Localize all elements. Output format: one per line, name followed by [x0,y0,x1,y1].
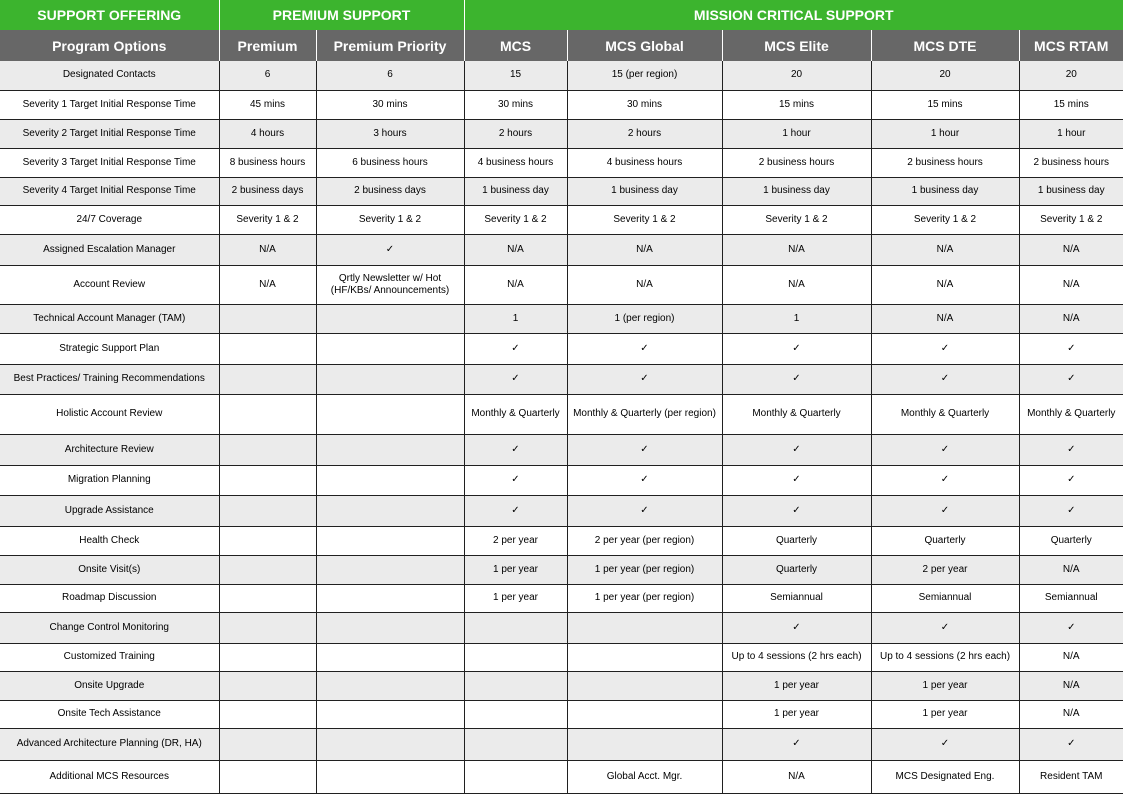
table-cell-mcs-global [567,728,722,760]
table-cell-mcs-global [567,700,722,728]
table-cell-mcs-rtam: 1 business day [1019,177,1123,205]
table-cell-mcs-rtam: ✓ [1019,333,1123,364]
table-cell-mcs-rtam: 20 [1019,61,1123,90]
table-cell-premium-priority [316,555,464,584]
column-header-mcs-global: MCS Global [567,30,722,61]
table-cell-mcs-rtam: Severity 1 & 2 [1019,205,1123,234]
row-label: Account Review [0,265,219,304]
table-cell-mcs-global: 15 (per region) [567,61,722,90]
table-cell-mcs-dte: Severity 1 & 2 [871,205,1019,234]
table-cell-premium [219,434,316,465]
table-cell-mcs: 2 per year [464,526,567,555]
column-header-mcs: MCS [464,30,567,61]
table-row [0,234,1123,265]
table-cell-mcs-global [567,612,722,643]
table-cell-mcs-global [567,671,722,700]
table-cell-mcs-dte: ✓ [871,434,1019,465]
table-row [0,728,1123,760]
table-cell-mcs-global: Global Acct. Mgr. [567,760,722,793]
table-cell-mcs-dte: ✓ [871,364,1019,394]
table-cell-mcs-rtam: Monthly & Quarterly [1019,394,1123,434]
table-cell-mcs-global: 1 business day [567,177,722,205]
table-cell-premium [219,555,316,584]
table-cell-premium-priority: 6 [316,61,464,90]
table-cell-mcs: 1 per year [464,555,567,584]
table-row [0,495,1123,526]
table-cell-mcs-global: 1 (per region) [567,304,722,333]
table-row [0,526,1123,555]
table-row [0,119,1123,148]
row-label: Strategic Support Plan [0,333,219,364]
table-cell-premium-priority: 2 business days [316,177,464,205]
table-cell-mcs-dte: 15 mins [871,90,1019,119]
table-row [0,205,1123,234]
table-cell-premium [219,728,316,760]
table-cell-mcs-elite: Quarterly [722,555,871,584]
table-cell-premium-priority [316,526,464,555]
table-cell-mcs-rtam: N/A [1019,304,1123,333]
table-cell-premium-priority [316,364,464,394]
table-cell-mcs-rtam: N/A [1019,671,1123,700]
row-label: Severity 3 Target Initial Response Time [0,148,219,177]
table-cell-premium [219,394,316,434]
group-header-mission-critical-support: MISSION CRITICAL SUPPORT [464,0,1123,30]
column-header-premium-priority: Premium Priority [316,30,464,61]
table-cell-premium-priority: 3 hours [316,119,464,148]
table-cell-premium-priority: 30 mins [316,90,464,119]
table-cell-premium [219,465,316,495]
column-header-program-options: Program Options [0,30,219,61]
table-cell-mcs-global: ✓ [567,364,722,394]
row-label: 24/7 Coverage [0,205,219,234]
group-header-support-offering: SUPPORT OFFERING [0,0,219,30]
table-cell-mcs: ✓ [464,434,567,465]
table-cell-premium [219,304,316,333]
table-cell-mcs-dte: ✓ [871,728,1019,760]
table-cell-mcs [464,760,567,793]
row-label: Onsite Upgrade [0,671,219,700]
table-cell-mcs-dte: N/A [871,234,1019,265]
table-cell-mcs-elite: ✓ [722,612,871,643]
row-label: Change Control Monitoring [0,612,219,643]
column-header-mcs-rtam: MCS RTAM [1019,30,1123,61]
table-cell-premium [219,760,316,793]
table-cell-mcs-rtam: ✓ [1019,728,1123,760]
table-cell-mcs-elite: N/A [722,265,871,304]
table-row [0,584,1123,612]
table-cell-premium [219,671,316,700]
table-cell-mcs-global: 30 mins [567,90,722,119]
table-cell-mcs-global: N/A [567,234,722,265]
table-cell-mcs-dte: Monthly & Quarterly [871,394,1019,434]
table-row [0,555,1123,584]
row-label: Technical Account Manager (TAM) [0,304,219,333]
row-label: Designated Contacts [0,61,219,90]
table-cell-mcs-dte: 1 per year [871,671,1019,700]
table-cell-premium: Severity 1 & 2 [219,205,316,234]
table-row [0,265,1123,304]
row-label: Onsite Tech Assistance [0,700,219,728]
table-cell-premium-priority [316,643,464,671]
row-label: Migration Planning [0,465,219,495]
row-label: Health Check [0,526,219,555]
table-cell-mcs-elite: ✓ [722,333,871,364]
table-cell-mcs-rtam: N/A [1019,265,1123,304]
row-label: Severity 1 Target Initial Response Time [0,90,219,119]
table-cell-mcs-rtam: N/A [1019,643,1123,671]
table-cell-mcs-global: 2 per year (per region) [567,526,722,555]
table-cell-mcs-rtam: ✓ [1019,612,1123,643]
table-cell-mcs-elite: ✓ [722,364,871,394]
row-label: Best Practices/ Training Recommendations [0,364,219,394]
table-row [0,333,1123,364]
table-cell-mcs-elite: 1 [722,304,871,333]
table-cell-mcs-dte: Semiannual [871,584,1019,612]
table-cell-mcs-dte: MCS Designated Eng. [871,760,1019,793]
table-cell-mcs-elite: ✓ [722,465,871,495]
table-cell-mcs-rtam: 1 hour [1019,119,1123,148]
table-cell-premium [219,612,316,643]
table-cell-mcs-dte: 1 per year [871,700,1019,728]
table-cell-premium: N/A [219,265,316,304]
table-cell-premium [219,584,316,612]
table-cell-mcs-elite: Monthly & Quarterly [722,394,871,434]
table-cell-mcs-rtam: 2 business hours [1019,148,1123,177]
table-cell-mcs-elite: ✓ [722,434,871,465]
table-cell-mcs-elite: 1 business day [722,177,871,205]
table-row [0,612,1123,643]
table-cell-mcs-elite: 2 business hours [722,148,871,177]
row-label: Additional MCS Resources [0,760,219,793]
table-cell-mcs-rtam: N/A [1019,555,1123,584]
table-cell-premium-priority [316,304,464,333]
table-row [0,304,1123,333]
table-cell-premium-priority [316,333,464,364]
table-cell-premium [219,333,316,364]
column-header-premium: Premium [219,30,316,61]
table-cell-mcs-rtam: Resident TAM [1019,760,1123,793]
table-cell-mcs-dte: ✓ [871,495,1019,526]
row-label: Severity 2 Target Initial Response Time [0,119,219,148]
table-cell-mcs: ✓ [464,333,567,364]
table-cell-mcs: N/A [464,265,567,304]
table-cell-mcs-global: ✓ [567,434,722,465]
table-cell-premium-priority [316,728,464,760]
table-cell-premium-priority [316,671,464,700]
table-cell-mcs: ✓ [464,465,567,495]
table-cell-mcs-global: 4 business hours [567,148,722,177]
table-cell-mcs: 15 [464,61,567,90]
table-cell-mcs-dte: N/A [871,265,1019,304]
table-cell-premium: 6 [219,61,316,90]
table-cell-mcs: 30 mins [464,90,567,119]
row-label: Advanced Architecture Planning (DR, HA) [0,728,219,760]
group-header-premium-support: PREMIUM SUPPORT [219,0,464,30]
table-cell-mcs-dte: 1 hour [871,119,1019,148]
table-cell-mcs-global: 2 hours [567,119,722,148]
table-cell-mcs: 2 hours [464,119,567,148]
table-cell-premium-priority [316,495,464,526]
table-cell-premium: 8 business hours [219,148,316,177]
table-cell-premium [219,495,316,526]
table-cell-mcs: 4 business hours [464,148,567,177]
table-row [0,61,1123,90]
table-cell-premium-priority [316,612,464,643]
table-cell-mcs-elite: 20 [722,61,871,90]
table-cell-mcs-global: 1 per year (per region) [567,584,722,612]
table-cell-mcs-elite: 1 per year [722,700,871,728]
table-cell-mcs-global: N/A [567,265,722,304]
table-cell-mcs-global: ✓ [567,333,722,364]
table-cell-mcs-rtam: ✓ [1019,465,1123,495]
table-row [0,434,1123,465]
table-cell-mcs-rtam: ✓ [1019,495,1123,526]
table-cell-mcs-global: Monthly & Quarterly (per region) [567,394,722,434]
table-cell-mcs-rtam: ✓ [1019,364,1123,394]
table-cell-mcs: Monthly & Quarterly [464,394,567,434]
table-cell-mcs-elite: Quarterly [722,526,871,555]
row-label: Roadmap Discussion [0,584,219,612]
group-header-row [0,0,1123,30]
table-cell-mcs: 1 per year [464,584,567,612]
table-row [0,177,1123,205]
table-cell-mcs-dte: 2 per year [871,555,1019,584]
table-cell-mcs-dte: 1 business day [871,177,1019,205]
row-label: Upgrade Assistance [0,495,219,526]
table-cell-mcs [464,700,567,728]
table-cell-premium [219,526,316,555]
table-cell-premium-priority [316,700,464,728]
table-cell-mcs-dte: Up to 4 sessions (2 hrs each) [871,643,1019,671]
table-cell-mcs-elite: Severity 1 & 2 [722,205,871,234]
table-cell-mcs-elite: ✓ [722,495,871,526]
table-cell-premium: 4 hours [219,119,316,148]
row-label: Onsite Visit(s) [0,555,219,584]
table-cell-mcs-rtam: N/A [1019,234,1123,265]
row-label: Architecture Review [0,434,219,465]
table-cell-mcs-dte: N/A [871,304,1019,333]
table-cell-mcs: 1 business day [464,177,567,205]
table-cell-mcs [464,643,567,671]
table-row [0,671,1123,700]
table-cell-mcs-global: ✓ [567,495,722,526]
table-cell-mcs-elite: N/A [722,760,871,793]
table-row [0,465,1123,495]
table-row [0,700,1123,728]
table-cell-mcs: ✓ [464,364,567,394]
table-cell-premium-priority [316,465,464,495]
table-row [0,643,1123,671]
table-cell-premium-priority [316,584,464,612]
table-row [0,760,1123,793]
table-row [0,148,1123,177]
table-cell-mcs-global: ✓ [567,465,722,495]
row-label: Customized Training [0,643,219,671]
table-cell-mcs-elite: Semiannual [722,584,871,612]
table-cell-mcs-dte: ✓ [871,465,1019,495]
table-cell-mcs: Severity 1 & 2 [464,205,567,234]
table-cell-premium: 2 business days [219,177,316,205]
table-cell-mcs: N/A [464,234,567,265]
table-cell-mcs-rtam: ✓ [1019,434,1123,465]
table-cell-mcs [464,671,567,700]
table-cell-mcs-elite: ✓ [722,728,871,760]
table-cell-mcs: 1 [464,304,567,333]
table-cell-mcs-dte: 20 [871,61,1019,90]
table-cell-mcs-dte: ✓ [871,612,1019,643]
table-cell-mcs-global: 1 per year (per region) [567,555,722,584]
table-cell-mcs-elite: 1 per year [722,671,871,700]
table-cell-premium: N/A [219,234,316,265]
table-cell-premium-priority: Severity 1 & 2 [316,205,464,234]
table-cell-mcs-elite: 1 hour [722,119,871,148]
table-cell-mcs-dte: 2 business hours [871,148,1019,177]
table-cell-premium-priority: Qrtly Newsletter w/ Hot (HF/KBs/ Announcements) [316,265,464,304]
column-header-mcs-dte: MCS DTE [871,30,1019,61]
table-row [0,364,1123,394]
table-cell-mcs-rtam: Quarterly [1019,526,1123,555]
table-cell-mcs [464,728,567,760]
table-cell-mcs-dte: Quarterly [871,526,1019,555]
table-cell-premium-priority: ✓ [316,234,464,265]
table-cell-premium [219,700,316,728]
table-cell-mcs-elite: Up to 4 sessions (2 hrs each) [722,643,871,671]
table-row [0,90,1123,119]
table-cell-mcs-dte: ✓ [871,333,1019,364]
column-header-mcs-elite: MCS Elite [722,30,871,61]
table-cell-mcs-rtam: 15 mins [1019,90,1123,119]
table-cell-mcs-elite: N/A [722,234,871,265]
table-cell-premium [219,364,316,394]
table-cell-premium-priority [316,760,464,793]
column-header-row [0,30,1123,61]
table-cell-mcs [464,612,567,643]
row-label: Severity 4 Target Initial Response Time [0,177,219,205]
table-cell-premium [219,643,316,671]
table-cell-mcs-global [567,643,722,671]
table-body [0,61,1123,793]
row-label: Holistic Account Review [0,394,219,434]
table-cell-premium-priority [316,394,464,434]
table-cell-mcs-rtam: N/A [1019,700,1123,728]
table-row [0,394,1123,434]
table-cell-premium-priority: 6 business hours [316,148,464,177]
table-cell-mcs-rtam: Semiannual [1019,584,1123,612]
table-cell-mcs: ✓ [464,495,567,526]
row-label: Assigned Escalation Manager [0,234,219,265]
table-cell-premium-priority [316,434,464,465]
table-cell-mcs-elite: 15 mins [722,90,871,119]
table-cell-premium: 45 mins [219,90,316,119]
table-cell-mcs-global: Severity 1 & 2 [567,205,722,234]
